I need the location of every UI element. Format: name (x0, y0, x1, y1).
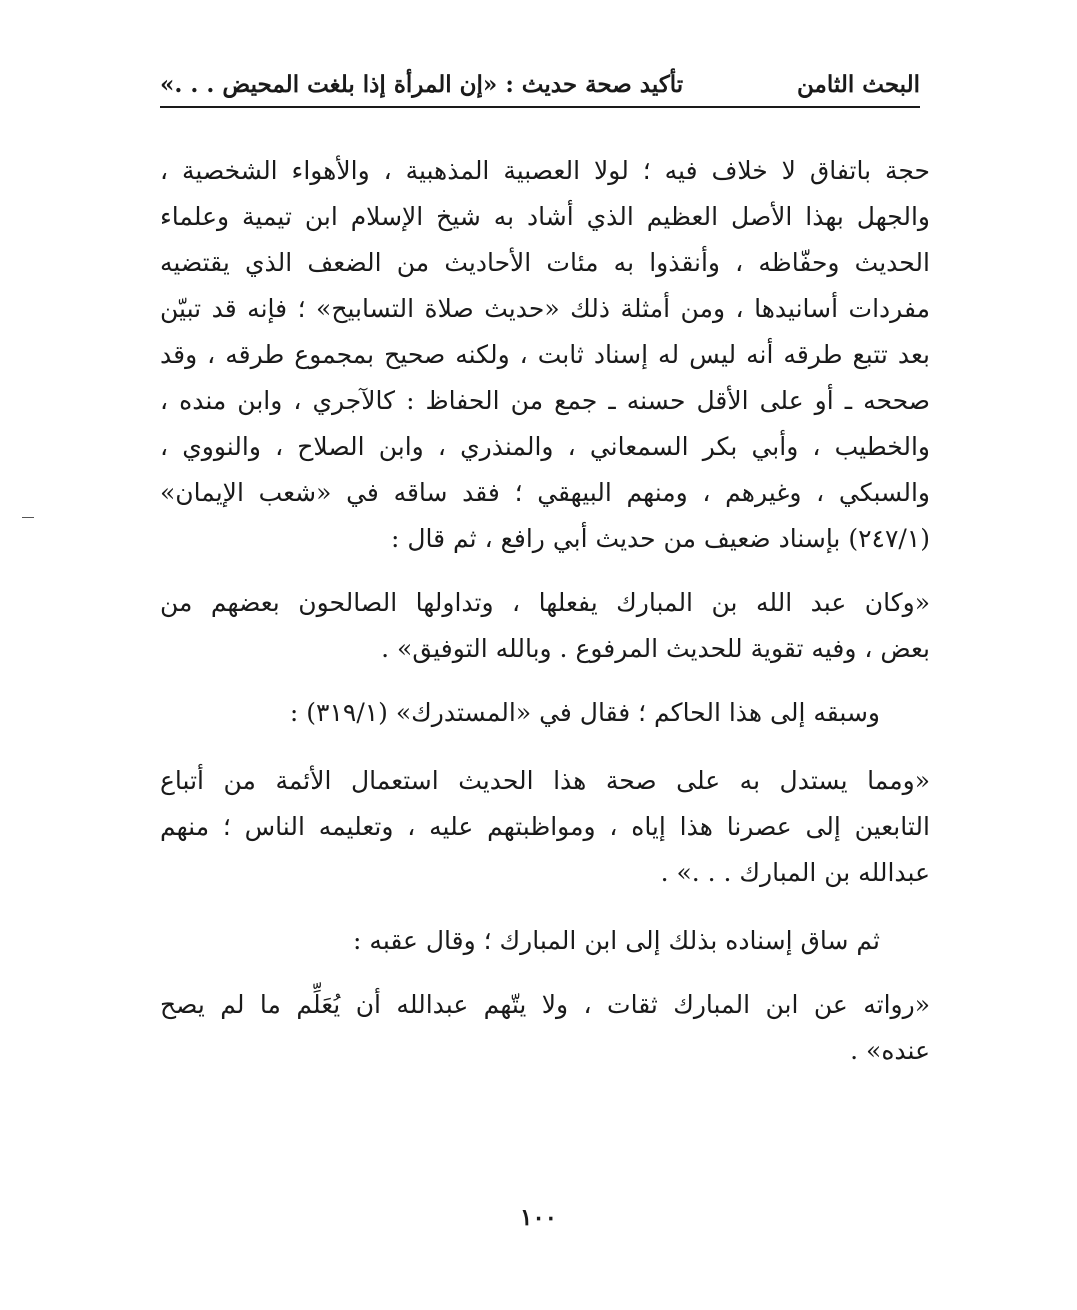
text-line: عنده» . (850, 1036, 930, 1065)
running-head (160, 64, 920, 104)
text-line: بعد تتبع طرقه أنه ليس له إسناد ثابت ، ولكنه صحيح بمجموع طرقه ، وقد (160, 340, 930, 369)
quote-ibn-almubarak (160, 580, 930, 672)
text-line: وسبقه إلى هذا الحاكم ؛ فقال في «المستدرك» (٣١٩/١) : (289, 698, 880, 727)
text-line: «رواته عن ابن المبارك ثقات ، ولا يتّهم عبدالله أن يُعَلِّم ما لم يصح (160, 990, 930, 1019)
text-line: (٢٤٧/١) بإسناد ضعيف من حديث أبي رافع ، ثم قال : (391, 524, 930, 553)
header-rule (160, 106, 920, 108)
text-line: «وكان عبد الله بن المبارك يفعلها ، وتداولها الصالحون بعضهم من (160, 588, 930, 617)
body-text (160, 148, 930, 1074)
text-line: حجة باتفاق لا خلاف فيه ؛ لولا العصبية المذهبية ، والأهواء الشخصية ، (160, 156, 930, 185)
margin-mark (22, 517, 34, 518)
text-line: الحديث وحفّاظه ، وأنقذوا به مئات الأحاديث من الضعف الذي يقتضيه (160, 248, 930, 277)
paragraph-hakim-intro (160, 690, 930, 736)
text-line: عبدالله بن المبارك . . .» . (660, 858, 930, 887)
page-number: ١٠٠ (519, 1204, 558, 1231)
text-line: والجهل بهذا الأصل العظيم الذي أشاد به شيخ الإسلام ابن تيمية وعلماء (160, 202, 930, 231)
quote-mustadrak (160, 758, 930, 896)
paragraph-isnad (160, 918, 930, 964)
text-line: صححه ـ أو على الأقل حسنه ـ جمع من الحفاظ : كالآجري ، وابن منده ، (160, 386, 930, 415)
text-line: والسبكي ، وغيرهم ، ومنهم البيهقي ؛ فقد ساقه في «شعب الإيمان» (160, 478, 930, 507)
text-line: مفردات أسانيدها ، ومن أمثلة ذلك «حديث صلاة التسابيح» ؛ فإنه قد تبيّن (160, 294, 930, 323)
text-line: «ومما يستدل به على صحة هذا الحديث استعمال الأئمة من أتباع (160, 766, 930, 795)
chapter-title: تأكيد صحة حديث : «إن المرأة إذا بلغت المحيض . . .» (160, 70, 684, 98)
text-line: ثم ساق إسناده بذلك إلى ابن المبارك ؛ وقال عقبه : (353, 926, 880, 955)
text-line: بعض ، وفيه تقوية للحديث المرفوع . وبالله التوفيق» . (381, 634, 930, 663)
quote-rawatuh (160, 982, 930, 1074)
paragraph-1 (160, 148, 930, 562)
section-title: البحث الثامن (797, 70, 920, 98)
text-line: التابعين إلى عصرنا هذا إياه ، ومواظبتهم عليه ، وتعليمه الناس ؛ منهم (160, 812, 930, 841)
text-line: والخطيب ، وأبي بكر السمعاني ، والمنذري ، وابن الصلاح ، والنووي ، (160, 432, 930, 461)
